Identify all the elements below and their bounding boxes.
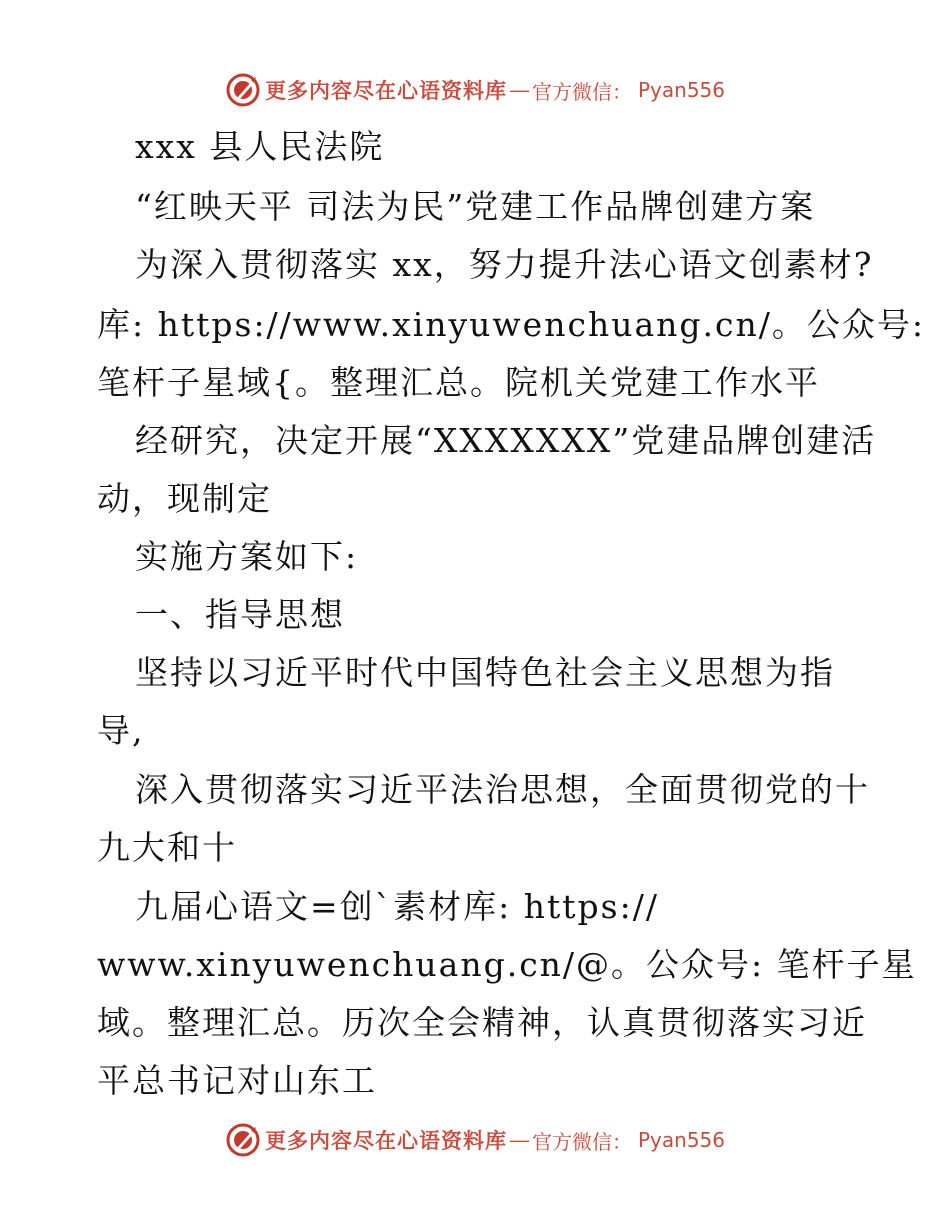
banner-wechat-id: Pyan556	[637, 1128, 725, 1152]
paragraph-line: 域。整理汇总。历次全会精神，认真贯彻落实习近	[97, 1003, 867, 1042]
paragraph-line: 实施方案如下:	[135, 537, 359, 576]
banner-text: 更多内容尽在心语资料库	[264, 1128, 507, 1153]
banner-wechat-label: 官方微信：	[531, 1129, 632, 1154]
section-heading: 一、指导思想	[135, 595, 345, 634]
paragraph-line: 动，现制定	[97, 479, 272, 518]
paragraph-line: 导,	[97, 711, 145, 750]
paragraph-line: 库: https://www.xinyuwenchuang.cn/。公众号:	[97, 305, 925, 344]
paragraph-line: www.xinyuwenchuang.cn/@。公众号: 笔杆子星	[97, 945, 917, 984]
paragraph-line: 平总书记对山东工	[97, 1061, 377, 1100]
document-title: “红映天平 司法为民”党建工作品牌创建方案	[135, 187, 816, 226]
paragraph-line: 坚持以习近平时代中国特色社会主义思想为指	[135, 653, 835, 692]
quill-logo-icon	[225, 1122, 261, 1158]
court-name-line: xxx 县人民法院	[135, 127, 385, 166]
footer-watermark-banner	[0, 1120, 950, 1160]
paragraph-line: 为深入贯彻落实 xx，努力提升法心语文创素材?	[135, 245, 874, 284]
paragraph-line: 经研究，决定开展“XXXXXXX”党建品牌创建活	[135, 421, 877, 460]
banner-wechat-label: 官方微信：	[531, 79, 632, 104]
paragraph-line: 笔杆子星域{。整理汇总。院机关党建工作水平	[97, 363, 820, 402]
banner-text: 更多内容尽在心语资料库	[264, 78, 507, 103]
banner-dash: —	[508, 1128, 530, 1152]
paragraph-line: 九届心语文=创`素材库: https://	[135, 887, 659, 926]
paragraph-line: 深入贯彻落实习近平法治思想，全面贯彻党的十	[135, 770, 870, 809]
header-watermark-banner	[0, 70, 950, 110]
banner-wechat-id: Pyan556	[637, 78, 725, 102]
banner-dash: —	[508, 78, 530, 102]
paragraph-line: 九大和十	[97, 828, 237, 867]
quill-logo-icon	[225, 72, 261, 108]
